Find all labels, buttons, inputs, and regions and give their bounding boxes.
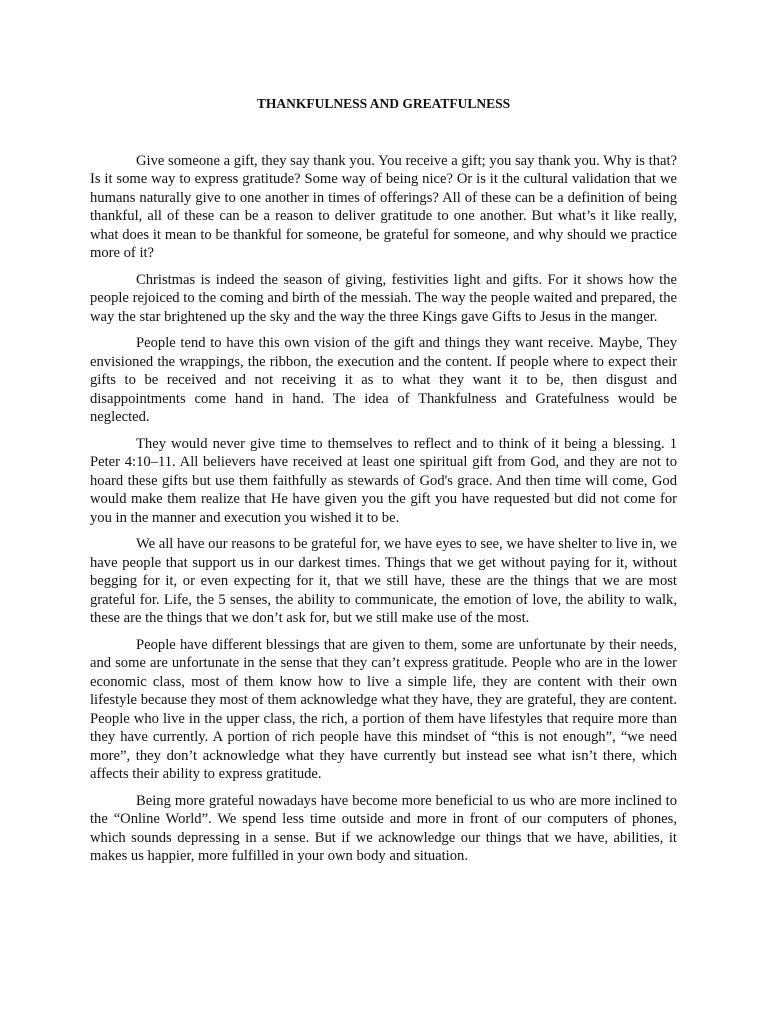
- paragraph-3: People tend to have this own vision of the gift and things they want receive. Maybe, They envisioned the wrappings, the ribbon, the execution and the content. If people where to expect their gifts to be received and not receiving it as to what they want it to be, then disgust and disappointments come hand in hand. The idea of Thankfulness and Gratefulness would be neglected.: [90, 335, 677, 425]
- document-title: THANKFULNESS AND GREATFULNESS: [256, 96, 511, 111]
- document-body: [90, 95, 677, 874]
- paragraph-5: We all have our reasons to be grateful for, we have eyes to see, we have shelter to live in, we have people that support us in our darkest times. Things that we get without paying for it, without begging for it, or even expecting for it, that we still have, these are the things that we are most grateful for. Life, the 5 senses, the ability to communicate, the emotion of love, the ability to walk, these are the things that we don’t ask for, but we still make use of the most.: [90, 536, 677, 626]
- paragraph-2: Christmas is indeed the season of giving, festivities light and gifts. For it shows how the people rejoiced to the coming and birth of the messiah. The way the people waited and prepared, the way the star brightened up the sky and the way the three Kings gave Gifts to Jesus in the manger.: [90, 271, 677, 325]
- paragraph-1: Give someone a gift, they say thank you. You receive a gift; you say thank you. Why is that? Is it some way to express gratitude? Some way of being nice? Or is it the cultural validation that we humans naturally give to one another in times of offerings? All of these can be a definition of being thankful, all of these can be a reason to deliver gratitude to one another. But what’s it like really, what does it mean to be thankful for someone, be grateful for someone, and why should we practice more of it?: [90, 152, 677, 261]
- paragraph-7: Being more grateful nowadays have become more beneficial to us who are more inclined to the “Online World”. We spend less time outside and more in front of our computers of phones, which sounds depressing in a sense. But if we acknowledge our things that we have, abilities, it makes us happier, more fulfilled in your own body and situation.: [90, 792, 677, 864]
- paragraph-4: They would never give time to themselves to reflect and to think of it being a blessing. 1 Peter 4:10–11. All believers have received at least one spiritual gift from God, and they are not to hoard these gifts but use them faithfully as stewards of God's grace. And then time will come, God would make them realize that He have given you the gift you have requested but did not come for you in the manner and execution you wished it to be.: [90, 435, 677, 526]
- paragraph-6: People have different blessings that are given to them, some are unfortunate by their needs, and some are unfortunate in the sense that they can’t express gratitude. People who are in the lower economic class, most of them know how to live a simple life, they are content with their own lifestyle because they most of them acknowledge what they have, they are grateful, they are content. People who live in the upper class, the rich, a portion of them have lifestyles that require more than they have currently. A portion of rich people have this mindset of “this is not enough”, “we need more”, they don’t acknowledge what they have currently but instead see what isn’t there, which affects their ability to express gratitude.: [90, 636, 677, 782]
